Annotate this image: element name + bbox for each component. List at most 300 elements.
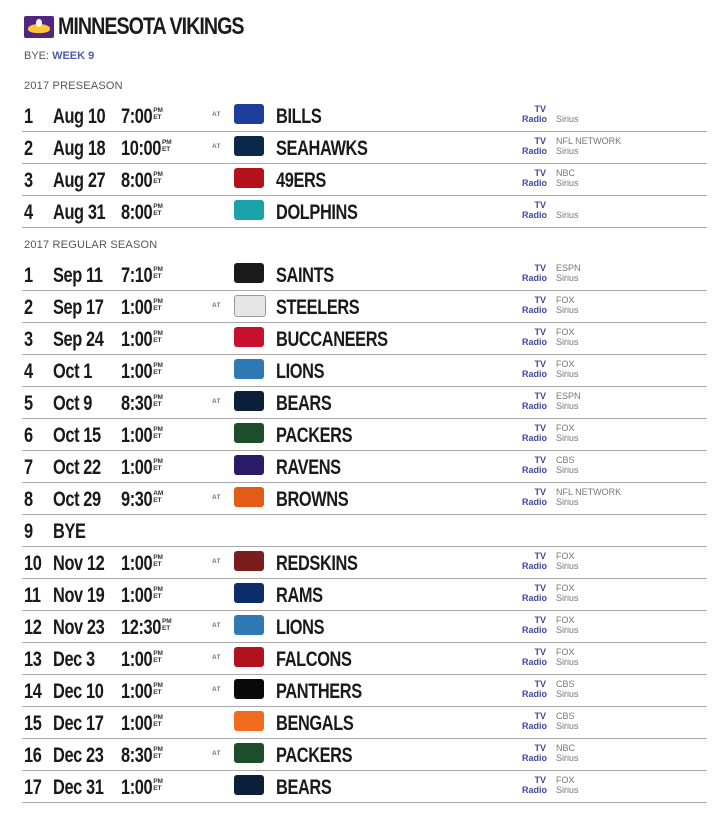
schedule-row	[22, 386, 707, 419]
schedule-row	[22, 706, 707, 739]
game-date: Oct 15	[53, 424, 101, 447]
tv-label: TV	[534, 679, 546, 689]
tv-channel: CBS	[556, 679, 575, 689]
tv-channel	[556, 200, 579, 210]
tv-channel	[556, 104, 579, 114]
schedule-row	[22, 514, 707, 547]
radio-channel: Sirius	[556, 753, 579, 763]
radio-label: Radio	[522, 401, 548, 411]
tv-label: TV	[534, 455, 546, 465]
game-time: 9:30	[121, 488, 153, 511]
broadcast-labels	[522, 487, 546, 507]
opponent-name: STEELERS	[276, 296, 360, 319]
week-number: 1	[24, 105, 33, 128]
bills-logo-icon	[234, 104, 264, 124]
time-zone: ET	[153, 369, 162, 376]
time-suffix	[153, 394, 163, 408]
schedule-row	[22, 642, 707, 675]
schedule-row	[22, 99, 707, 132]
radio-channel: Sirius	[556, 721, 579, 731]
opponent-name: REDSKINS	[276, 552, 358, 575]
game-date: Nov 12	[53, 552, 105, 575]
opponent-name: BENGALS	[276, 712, 354, 735]
schedule-row	[22, 354, 707, 387]
am-pm: PM	[153, 746, 163, 753]
time-suffix	[153, 778, 163, 792]
broadcast-channels	[556, 679, 579, 699]
opponent-name: PANTHERS	[276, 680, 362, 703]
tv-channel: NBC	[556, 168, 576, 178]
page-title: MINNESOTA VIKINGS	[58, 13, 244, 40]
game-time: 1:00	[121, 296, 153, 319]
broadcast-channels	[556, 743, 579, 763]
tv-label: TV	[534, 711, 546, 721]
broadcast-labels	[522, 647, 546, 667]
tv-label: TV	[534, 104, 546, 114]
game-date: Nov 19	[53, 584, 105, 607]
schedule-row	[22, 258, 707, 291]
broadcast-labels	[522, 711, 546, 731]
bye-label: BYE:	[24, 50, 50, 62]
game-time: 8:30	[121, 744, 153, 767]
radio-label: Radio	[522, 114, 548, 124]
am-pm: PM	[153, 298, 163, 305]
am-pm: PM	[153, 330, 163, 337]
week-number: 2	[24, 296, 33, 319]
tv-channel: FOX	[556, 551, 575, 561]
game-time: 8:00	[121, 201, 153, 224]
tv-label: TV	[534, 743, 546, 753]
time-suffix	[153, 554, 163, 568]
away-indicator: AT	[212, 654, 221, 661]
time-suffix	[153, 171, 163, 185]
week-number: 4	[24, 360, 33, 383]
radio-channel: Sirius	[556, 593, 579, 603]
tv-label: TV	[534, 136, 546, 146]
radio-channel: Sirius	[556, 210, 579, 220]
broadcast-labels	[522, 615, 546, 635]
broadcast-channels	[556, 136, 621, 156]
radio-channel: Sirius	[556, 401, 579, 411]
game-time: 1:00	[121, 360, 153, 383]
time-suffix	[153, 266, 163, 280]
schedule-row	[22, 578, 707, 611]
saints-logo-icon	[234, 263, 264, 283]
schedule-row	[22, 674, 707, 707]
time-zone: ET	[153, 433, 162, 440]
opponent-name: RAVENS	[276, 456, 341, 479]
broadcast-channels	[556, 295, 579, 315]
am-pm: PM	[153, 171, 163, 178]
game-time: 1:00	[121, 456, 153, 479]
time-zone: ET	[153, 401, 162, 408]
49ers-logo-icon	[234, 168, 264, 188]
week-number: 10	[24, 552, 42, 575]
time-suffix	[153, 746, 163, 760]
schedule-row	[22, 290, 707, 323]
tv-label: TV	[534, 487, 546, 497]
rams-logo-icon	[234, 583, 264, 603]
broadcast-channels	[556, 583, 579, 603]
away-indicator: AT	[212, 750, 221, 757]
opponent-name: BROWNS	[276, 488, 349, 511]
lions-logo-icon	[234, 359, 264, 379]
week-number: 8	[24, 488, 33, 511]
schedule-row	[22, 322, 707, 355]
game-date: Dec 31	[53, 776, 104, 799]
tv-label: TV	[534, 168, 546, 178]
broadcast-labels	[522, 551, 546, 571]
broadcast-channels	[556, 327, 579, 347]
radio-channel: Sirius	[556, 497, 579, 507]
tv-channel: ESPN	[556, 263, 581, 273]
falcons-logo-icon	[234, 647, 264, 667]
schedule-row	[22, 131, 707, 164]
broadcast-labels	[522, 200, 546, 220]
am-pm: PM	[153, 682, 163, 689]
game-date: Nov 23	[53, 616, 105, 639]
week-number: 12	[24, 616, 42, 639]
radio-label: Radio	[522, 369, 548, 379]
broadcast-labels	[522, 263, 546, 283]
broadcast-labels	[522, 295, 546, 315]
game-date: Oct 9	[53, 392, 93, 415]
radio-channel: Sirius	[556, 465, 579, 475]
opponent-name: LIONS	[276, 616, 325, 639]
game-time: 1:00	[121, 680, 153, 703]
game-date: Oct 22	[53, 456, 101, 479]
game-time: 1:00	[121, 584, 153, 607]
broadcast-channels	[556, 391, 581, 411]
time-zone: ET	[153, 689, 162, 696]
tv-label: TV	[534, 295, 546, 305]
tv-channel: NFL NETWORK	[556, 487, 622, 497]
tv-channel: NFL NETWORK	[556, 136, 622, 146]
am-pm: PM	[161, 139, 172, 146]
game-date: Aug 31	[53, 201, 106, 224]
time-zone: ET	[153, 210, 162, 217]
lions-logo-icon	[234, 615, 264, 635]
time-zone: ET	[153, 657, 162, 664]
opponent-name: LIONS	[276, 360, 325, 383]
time-suffix	[162, 618, 172, 632]
am-pm: PM	[153, 266, 163, 273]
section-title: 2017 PRESEASON	[24, 80, 123, 92]
time-suffix	[153, 426, 163, 440]
broadcast-labels	[522, 743, 546, 763]
schedule-row	[22, 546, 707, 579]
radio-channel: Sirius	[556, 369, 579, 379]
time-zone: ET	[153, 721, 162, 728]
game-time: 7:00	[121, 105, 153, 128]
time-suffix	[153, 298, 163, 312]
broadcast-channels	[556, 487, 621, 507]
broadcast-labels	[522, 583, 546, 603]
opponent-name: DOLPHINS	[276, 201, 358, 224]
broadcast-channels	[556, 423, 579, 443]
section-title: 2017 REGULAR SEASON	[24, 239, 158, 251]
broadcast-channels	[556, 200, 579, 220]
schedule-row	[22, 482, 707, 515]
away-indicator: AT	[212, 143, 221, 150]
away-indicator: AT	[212, 494, 221, 501]
game-date: Dec 23	[53, 744, 104, 767]
broadcast-channels	[556, 168, 579, 188]
am-pm: PM	[153, 650, 163, 657]
bye-week-line	[24, 50, 94, 62]
am-pm: PM	[153, 394, 163, 401]
radio-label: Radio	[522, 497, 548, 507]
opponent-name: 49ERS	[276, 169, 326, 192]
game-time: 10:00	[121, 137, 161, 160]
broadcast-channels	[556, 455, 579, 475]
schedule-row	[22, 163, 707, 196]
time-suffix	[153, 586, 163, 600]
week-number: 15	[24, 712, 42, 735]
am-pm: PM	[153, 362, 163, 369]
game-time: 1:00	[121, 552, 153, 575]
time-zone: ET	[153, 753, 162, 760]
radio-label: Radio	[522, 337, 548, 347]
am-pm: PM	[153, 458, 163, 465]
broadcast-labels	[522, 679, 546, 699]
time-zone: ET	[153, 561, 162, 568]
tv-channel: FOX	[556, 423, 575, 433]
panthers-logo-icon	[234, 679, 264, 699]
radio-label: Radio	[522, 273, 548, 283]
radio-channel: Sirius	[556, 146, 579, 156]
game-date: Sep 17	[53, 296, 104, 319]
opponent-name: BEARS	[276, 776, 332, 799]
game-date: Aug 18	[53, 137, 106, 160]
radio-channel: Sirius	[556, 657, 579, 667]
tv-channel: FOX	[556, 583, 575, 593]
game-time: 1:00	[121, 328, 153, 351]
schedule-row	[22, 610, 707, 643]
tv-channel: FOX	[556, 327, 575, 337]
seahawks-logo-icon	[234, 136, 264, 156]
broadcast-labels	[522, 391, 546, 411]
radio-label: Radio	[522, 433, 548, 443]
bengals-logo-icon	[234, 711, 264, 731]
opponent-name: PACKERS	[276, 424, 353, 447]
week-number: 5	[24, 392, 33, 415]
tv-channel: ESPN	[556, 391, 581, 401]
away-indicator: AT	[212, 398, 221, 405]
tv-label: TV	[534, 423, 546, 433]
game-date: Oct 1	[53, 360, 93, 383]
time-suffix	[153, 458, 163, 472]
time-suffix	[153, 650, 163, 664]
game-date: Sep 24	[53, 328, 104, 351]
radio-label: Radio	[522, 305, 548, 315]
game-time: 8:00	[121, 169, 153, 192]
radio-label: Radio	[522, 753, 548, 763]
schedule-row	[22, 195, 707, 228]
game-time: 1:00	[121, 424, 153, 447]
radio-label: Radio	[522, 465, 548, 475]
schedule-row	[22, 418, 707, 451]
tv-channel: CBS	[556, 711, 575, 721]
bye-week-value: WEEK 9	[52, 50, 95, 62]
radio-channel: Sirius	[556, 625, 579, 635]
broadcast-channels	[556, 775, 579, 795]
tv-label: TV	[534, 263, 546, 273]
time-zone: ET	[153, 305, 162, 312]
am-pm: PM	[153, 586, 163, 593]
game-date: Dec 17	[53, 712, 104, 735]
time-suffix	[153, 362, 163, 376]
game-time: 7:10	[121, 264, 153, 287]
time-zone: ET	[153, 337, 162, 344]
broadcast-channels	[556, 711, 579, 731]
tv-label: TV	[534, 391, 546, 401]
broadcast-labels	[522, 359, 546, 379]
away-indicator: AT	[212, 558, 221, 565]
am-pm: PM	[153, 554, 163, 561]
time-suffix	[153, 490, 163, 504]
radio-label: Radio	[522, 785, 548, 795]
radio-label: Radio	[522, 689, 548, 699]
opponent-name: PACKERS	[276, 744, 353, 767]
week-number: 13	[24, 648, 42, 671]
week-number: 7	[24, 456, 33, 479]
away-indicator: AT	[212, 686, 221, 693]
broadcast-labels	[522, 104, 546, 124]
time-zone: ET	[153, 178, 162, 185]
broadcast-labels	[522, 775, 546, 795]
broadcast-channels	[556, 359, 579, 379]
radio-label: Radio	[522, 561, 548, 571]
away-indicator: AT	[212, 111, 221, 118]
week-number: 3	[24, 328, 33, 351]
broadcast-labels	[522, 136, 546, 156]
am-pm: AM	[153, 490, 164, 497]
time-zone: ET	[153, 465, 162, 472]
am-pm: PM	[153, 714, 163, 721]
game-date: Aug 27	[53, 169, 106, 192]
time-suffix	[153, 714, 163, 728]
radio-label: Radio	[522, 210, 548, 220]
game-time: 8:30	[121, 392, 153, 415]
week-number: 4	[24, 201, 33, 224]
game-time: 12:30	[121, 616, 161, 639]
game-date: Aug 10	[53, 105, 106, 128]
game-date: Dec 3	[53, 648, 95, 671]
opponent-name: FALCONS	[276, 648, 352, 671]
week-number: 17	[24, 776, 42, 799]
packers-logo-icon	[234, 423, 264, 443]
radio-channel: Sirius	[556, 178, 579, 188]
opponent-name: BILLS	[276, 105, 322, 128]
radio-channel: Sirius	[556, 305, 579, 315]
time-suffix	[162, 139, 172, 153]
radio-label: Radio	[522, 657, 548, 667]
schedule-row	[22, 770, 707, 803]
radio-channel: Sirius	[556, 561, 579, 571]
time-suffix	[153, 203, 163, 217]
week-number: 9	[24, 520, 33, 543]
time-zone: ET	[153, 497, 162, 504]
am-pm: PM	[153, 107, 163, 114]
radio-label: Radio	[522, 146, 548, 156]
tv-label: TV	[534, 200, 546, 210]
week-number: 2	[24, 137, 33, 160]
tv-label: TV	[534, 647, 546, 657]
tv-channel: NBC	[556, 743, 576, 753]
tv-channel: FOX	[556, 775, 575, 785]
game-time: 1:00	[121, 648, 153, 671]
tv-label: TV	[534, 327, 546, 337]
time-zone: ET	[153, 114, 162, 121]
week-number: 1	[24, 264, 33, 287]
tv-label: TV	[534, 359, 546, 369]
broadcast-channels	[556, 647, 579, 667]
bears-logo-icon	[234, 391, 264, 411]
week-number: 6	[24, 424, 33, 447]
game-time: 1:00	[121, 776, 153, 799]
am-pm: PM	[153, 778, 163, 785]
radio-channel: Sirius	[556, 114, 579, 124]
broadcast-labels	[522, 455, 546, 475]
broadcast-labels	[522, 327, 546, 347]
ravens-logo-icon	[234, 455, 264, 475]
schedule-row	[22, 738, 707, 771]
game-date: Dec 10	[53, 680, 104, 703]
redskins-logo-icon	[234, 551, 264, 571]
tv-channel: CBS	[556, 455, 575, 465]
opponent-name: BUCCANEERS	[276, 328, 388, 351]
tv-channel: FOX	[556, 647, 575, 657]
steelers-logo-icon	[234, 295, 266, 317]
time-zone: ET	[161, 625, 171, 632]
game-date: Oct 29	[53, 488, 101, 511]
opponent-name: RAMS	[276, 584, 323, 607]
tv-label: TV	[534, 551, 546, 561]
week-number: 14	[24, 680, 42, 703]
browns-logo-icon	[234, 487, 264, 507]
tv-label: TV	[534, 775, 546, 785]
week-number: 11	[24, 584, 41, 607]
bears-logo-icon	[234, 775, 264, 795]
radio-channel: Sirius	[556, 273, 579, 283]
tv-label: TV	[534, 583, 546, 593]
broadcast-channels	[556, 615, 579, 635]
packers-logo-icon	[234, 743, 264, 763]
broadcast-channels	[556, 551, 579, 571]
radio-channel: Sirius	[556, 785, 579, 795]
dolphins-logo-icon	[234, 200, 264, 220]
time-suffix	[153, 682, 163, 696]
buccaneers-logo-icon	[234, 327, 264, 347]
am-pm: PM	[153, 203, 163, 210]
am-pm: PM	[153, 426, 163, 433]
radio-label: Radio	[522, 625, 548, 635]
broadcast-channels	[556, 104, 579, 124]
schedule-row	[22, 450, 707, 483]
opponent-name: BEARS	[276, 392, 332, 415]
broadcast-channels	[556, 263, 581, 283]
radio-label: Radio	[522, 593, 548, 603]
tv-channel: FOX	[556, 359, 575, 369]
opponent-name: SEAHAWKS	[276, 137, 368, 160]
time-suffix	[153, 330, 163, 344]
week-number: 3	[24, 169, 33, 192]
page-header	[24, 12, 284, 42]
radio-label: Radio	[522, 721, 548, 731]
broadcast-labels	[522, 168, 546, 188]
time-zone: ET	[153, 593, 162, 600]
